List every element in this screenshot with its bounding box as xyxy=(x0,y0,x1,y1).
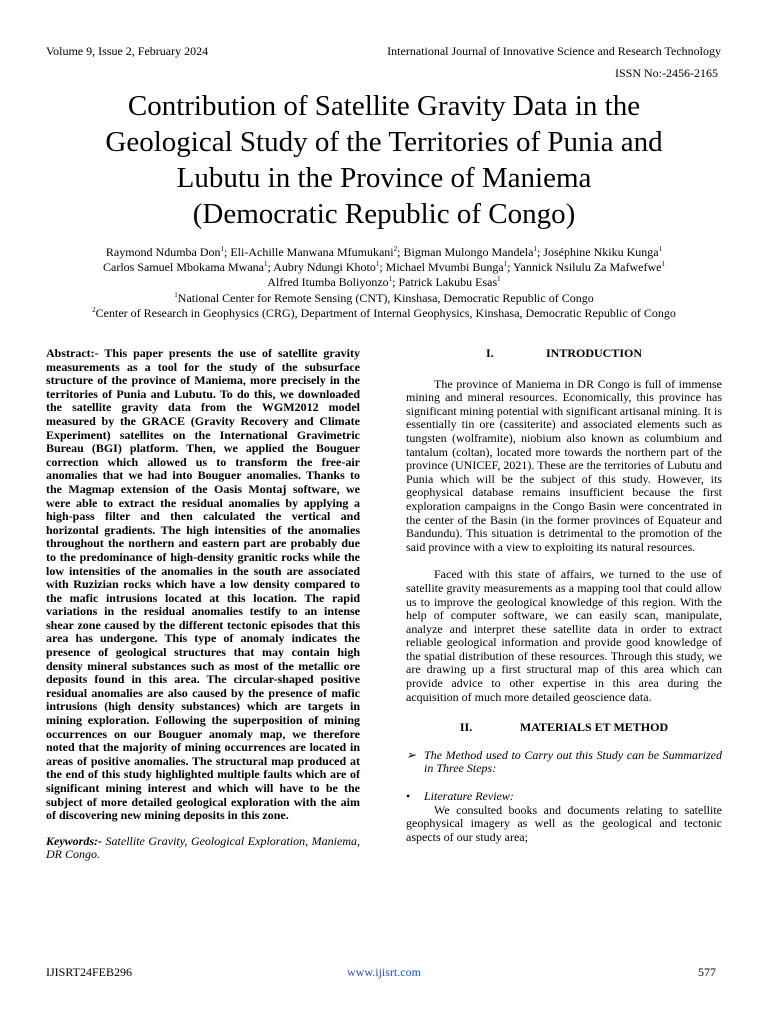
keywords-text: Satellite Gravity, Geological Exploration, Maniema, DR Congo. xyxy=(46,833,360,862)
author-line xyxy=(40,245,728,260)
author-name: Raymond Ndumba Don xyxy=(105,245,221,259)
affiliation-mark: 1 xyxy=(174,290,178,299)
author-line xyxy=(40,275,728,290)
title-line: Geological Study of the Territories of Punia and xyxy=(105,126,663,158)
intro-paragraph-2: Faced with this state of affairs, we turned to the use of satellite gravity measurements as a mapping tool that could allow us to improve the geological knowledge of this region. With the help of computer software, we can easily scan, manipulate, analyze and interpret these satellite data in order to extract reliable geological information and provide good knowledge of the spatial distribution of these resources. Through this study, we are drawing up a first structural map of this area which can provide advice to other expertise in this area during the acquisition of much more detailed geoscience data. xyxy=(406,567,722,704)
section-title: INTRODUCTION xyxy=(545,346,642,360)
bullet-icon: • xyxy=(406,789,411,804)
method-text: The Method used to Carry out this Study can be Summarized in Three Steps: xyxy=(424,747,722,776)
running-header-volume: Volume 9, Issue 2, February 2024 xyxy=(46,44,209,58)
section-title: MATERIALS ET METHOD xyxy=(519,720,669,735)
arrow-bullet-icon: ➢ xyxy=(406,747,417,762)
section-number: I. xyxy=(485,346,494,360)
affiliation-mark: 1 xyxy=(503,260,508,269)
author-name: ; Bigman Mulongo Mandela xyxy=(397,245,534,259)
running-header-journal: International Journal of Innovative Science and Research Technology xyxy=(387,44,721,58)
author-name: ; Michael Mvumbi Bunga xyxy=(379,260,504,275)
paper-title xyxy=(40,88,728,232)
left-column xyxy=(46,347,360,862)
footer-page-number: 577 xyxy=(698,965,716,979)
author-name: Carlos Samuel Mbokama Mwana xyxy=(103,260,264,275)
intro-paragraph-1: The province of Maniema in DR Congo is full of immense mining and mineral resources. Economically, this province has significant mining potential with significant artisanal mining. It is essentially tin ore (cassiterite) and associated elements such as tungsten (wolframite), niobium also known as columbium and tantalum (coltan), located more towards the northern part of the province (UNICEF, 2021). These are the territories of Lubutu and Punia which will be the subject of this study. However, its geophysical database remains insufficient because the first exploration campaigns in the Congo Basin were concentrated in the center of the Basin (in the former provinces of Equateur and Bandundu). This situation is detrimental to the promotion of the said province with a view to exploiting its natural resources. xyxy=(406,376,722,554)
author-name: ; Joséphine Nkiku Kunga xyxy=(536,245,659,259)
affiliation-mark: 2 xyxy=(92,305,96,314)
section-heading-introduction xyxy=(406,347,722,361)
affiliation-mark: 2 xyxy=(393,245,398,253)
affiliation-mark: 1 xyxy=(388,275,393,284)
affiliation-mark: 1 xyxy=(658,245,663,253)
right-column xyxy=(406,347,722,844)
literature-review-item xyxy=(406,790,722,804)
author-name: Alfred Itumba Boliyonzo xyxy=(267,275,389,290)
affiliation-mark: 1 xyxy=(220,245,225,253)
affiliation-1 xyxy=(40,291,728,306)
author-name: ; Yannick Nsilulu Za Mafwefwe xyxy=(507,260,662,275)
author-block xyxy=(40,245,728,321)
author-line xyxy=(40,260,728,275)
method-list-item xyxy=(406,749,722,776)
affiliation-mark: 1 xyxy=(661,260,665,269)
section-number: II. xyxy=(459,720,473,735)
literature-review-text: We consulted books and documents relating to satellite geophysical imagery as well as the geological and tectonic aspects of our study area; xyxy=(406,802,722,844)
affiliation-mark: 1 xyxy=(263,260,268,269)
title-line: Lubutu in the Province of Maniema xyxy=(176,162,592,194)
literature-review-title: Literature Review: xyxy=(424,789,514,804)
affiliation-2 xyxy=(40,306,728,321)
section-heading-materials xyxy=(406,721,722,735)
affiliation-mark: 1 xyxy=(533,245,537,253)
running-header-issn: ISSN No:-2456-2165 xyxy=(614,66,718,80)
affiliation-mark: 1 xyxy=(375,260,380,269)
abstract: Abstract:- This paper presents the use of satellite gravity measurements as a tool for the study of the subsurface structure of the province of Maniema, more precisely in the territories of Punia and Lubutu. To do this, we downloaded the satellite gravity data from the WGM2012 model measured by the GRACE (Gravity Recovery and Climate Experiment) satellites on the International Gravimetric Bureau (BGI) platform. Then, we applied the Bouguer correction which allowed us to transform the free-air anomalies that we had into Bouguer anomalies. Thanks to the Magmap extension of the Oasis Montaj software, we were able to extract the residual anomalies by applying a high-pass filter and then calculated the vertical and horizontal gradients. The high intensities of the anomalies throughout the northern and eastern part are probably due to the predominance of high-density granitic rocks while the low intensities of the anomalies in the south are associated with Ruzizian rocks which have a low density compared to the mafic intrusions located at this location. The rapid variations in the residual anomalies testify to an intense shear zone caused by the different tectonic episodes that this area has undergone. This type of anomaly indicates the presence of geological structures that may contain high density mineral substances such as most of the metallic ore deposits found in this area. The circular-shaped positive residual anomalies are also caused by the presence of mafic intrusions (high density substances) which are targets in mining exploration. Following the superposition of mining occurrences on our Bouguer anomaly map, we therefore noted that the majority of mining occurrences are located in areas of positive anomalies. The structural map produced at the end of this study highlighted multiple faults which are of significant mining interest and which will have to be the subject of more detailed geological exploration with the aim of discovering new mining deposits in this zone. xyxy=(46,346,360,823)
keywords-label: Keywords:- xyxy=(46,833,102,848)
affiliation-mark: 1 xyxy=(497,275,501,284)
affiliation-text: National Center for Remote Sensing (CNT), Kinshasa, Democratic Republic of Congo xyxy=(177,290,594,305)
author-name: ; Aubry Ndungi Khoto xyxy=(267,260,376,275)
keywords xyxy=(46,835,360,862)
author-name: ; Eli-Achille Manwana Mfumukani xyxy=(224,245,394,259)
title-line: (Democratic Republic of Congo) xyxy=(192,198,576,230)
affiliation-text: Center of Research in Geophysics (CRG), Department of Internal Geophysics, Kinshasa, Democratic Republic of Congo xyxy=(95,305,676,320)
footer-website-link[interactable]: www.ijisrt.com xyxy=(347,965,421,979)
author-name: ; Patrick Lakubu Esas xyxy=(392,275,498,290)
footer-article-code: IJISRT24FEB296 xyxy=(46,965,132,979)
title-line: Contribution of Satellite Gravity Data in the xyxy=(127,90,641,122)
